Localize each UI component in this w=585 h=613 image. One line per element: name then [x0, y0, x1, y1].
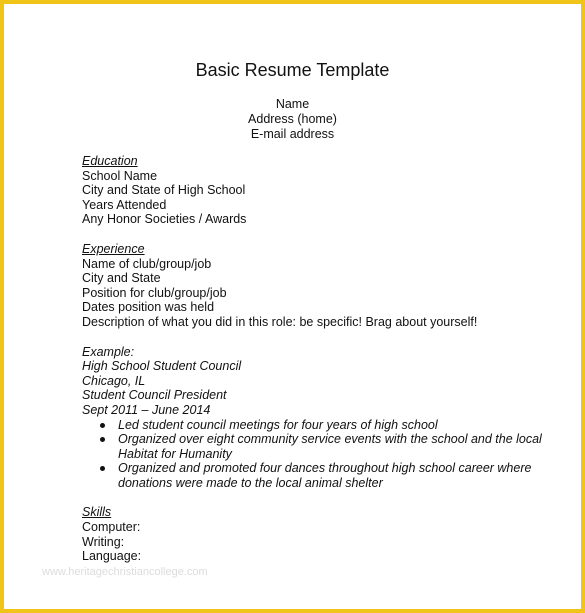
header-name: Name — [275, 97, 310, 111]
bullet-text: Led student council meetings for four years of high school — [118, 417, 438, 432]
example-bullets — [82, 418, 562, 491]
education-line: Any Honor Societies / Awards — [82, 212, 247, 227]
education-line: City and State of High School — [82, 183, 246, 198]
bullet-item — [82, 418, 562, 433]
example-section — [82, 345, 562, 491]
education-line: School Name — [82, 168, 158, 183]
experience-line: Position for club/group/job — [82, 285, 227, 300]
skills-section — [82, 505, 562, 563]
example-heading: Example: — [82, 344, 135, 359]
experience-line: Dates position was held — [82, 300, 215, 315]
experience-line: Description of what you did in this role: be specific! Brag about yourself! — [82, 314, 478, 329]
experience-section — [82, 242, 562, 330]
header-address: Address (home) — [248, 112, 337, 126]
bullet-icon — [100, 466, 105, 471]
bullet-text: Organized and promoted four dances throughout high school career where donations were made to the local animal shelter — [118, 461, 532, 490]
resume-page — [8, 8, 577, 605]
bullet-icon — [100, 437, 105, 442]
education-section — [82, 154, 562, 227]
resume-body — [82, 154, 562, 579]
experience-heading: Experience — [82, 241, 145, 256]
example-line: Student Council President — [82, 388, 227, 403]
bullet-item — [82, 461, 562, 490]
bullet-icon — [100, 423, 105, 428]
education-line: Years Attended — [82, 197, 167, 212]
experience-line: Name of club/group/job — [82, 256, 212, 271]
example-line: High School Student Council — [82, 359, 242, 374]
skills-heading: Skills — [82, 505, 112, 520]
contact-header — [8, 97, 577, 142]
document-title: Basic Resume Template — [195, 60, 390, 80]
bullet-text: Organized over eight community service events with the school and the local Habitat for Humanity — [118, 432, 542, 461]
education-heading: Education — [82, 154, 138, 168]
experience-line: City and State — [82, 271, 161, 286]
example-line: Sept 2011 – June 2014 — [82, 402, 211, 417]
watermark: www.heritagechristiancollege.com — [42, 566, 208, 578]
bullet-item — [82, 432, 562, 461]
header-email: E-mail address — [250, 127, 335, 141]
example-line: Chicago, IL — [82, 373, 146, 388]
skills-line: Language: — [82, 549, 142, 564]
skills-line: Computer: — [82, 520, 141, 535]
skills-line: Writing: — [82, 534, 125, 549]
